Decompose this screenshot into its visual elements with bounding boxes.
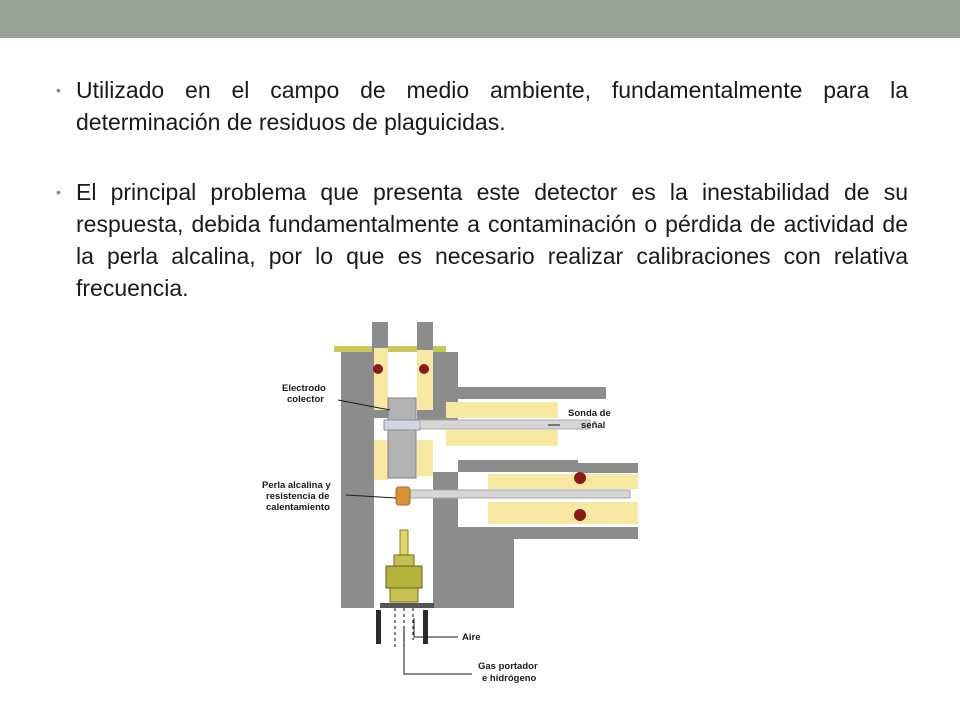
bullet-dot-icon: •	[56, 184, 61, 200]
bullet-list	[56, 74, 908, 342]
label-probe-2: señal	[581, 420, 606, 431]
label-bead-3: calentamiento	[266, 502, 330, 513]
label-collector-1: Electrodo	[282, 383, 326, 394]
flame-nozzle	[386, 530, 422, 602]
base-posts	[376, 610, 428, 644]
bullet-text-2: El principal problema que presenta este detector es la inestabilidad de su respuesta, debida fundamentalmente a contaminación o pérdida de actividad de la perla alcalina, por lo que es necesario realizar calibraciones con relativa frecuencia.	[76, 179, 908, 301]
collector-electrode	[388, 398, 416, 478]
bullet-text-1: Utilizado en el campo de medio ambiente, fundamentalmente para la determinación de residuos de plaguicidas.	[76, 77, 908, 135]
collector-electrode-ring	[384, 420, 420, 430]
label-carrier-2: e hidrógeno	[482, 673, 537, 684]
bullet-item-1	[56, 74, 908, 138]
label-collector-2: colector	[287, 394, 324, 405]
label-probe-1: Sonda de	[568, 408, 611, 419]
signal-probe	[420, 420, 590, 429]
top-accent-bar	[0, 0, 960, 38]
bullet-item-2	[56, 176, 908, 304]
bullet-dot-icon: •	[56, 82, 61, 98]
label-bead-1: Perla alcalina y	[262, 480, 331, 491]
label-bead-2: resistencia de	[266, 491, 330, 502]
heating-wire-rod	[410, 490, 630, 498]
alkaline-bead	[396, 487, 410, 505]
npd-detector-diagram	[258, 316, 658, 720]
label-carrier-1: Gas portador	[478, 661, 538, 672]
base-plate	[380, 603, 434, 608]
label-air: Aire	[462, 632, 481, 643]
